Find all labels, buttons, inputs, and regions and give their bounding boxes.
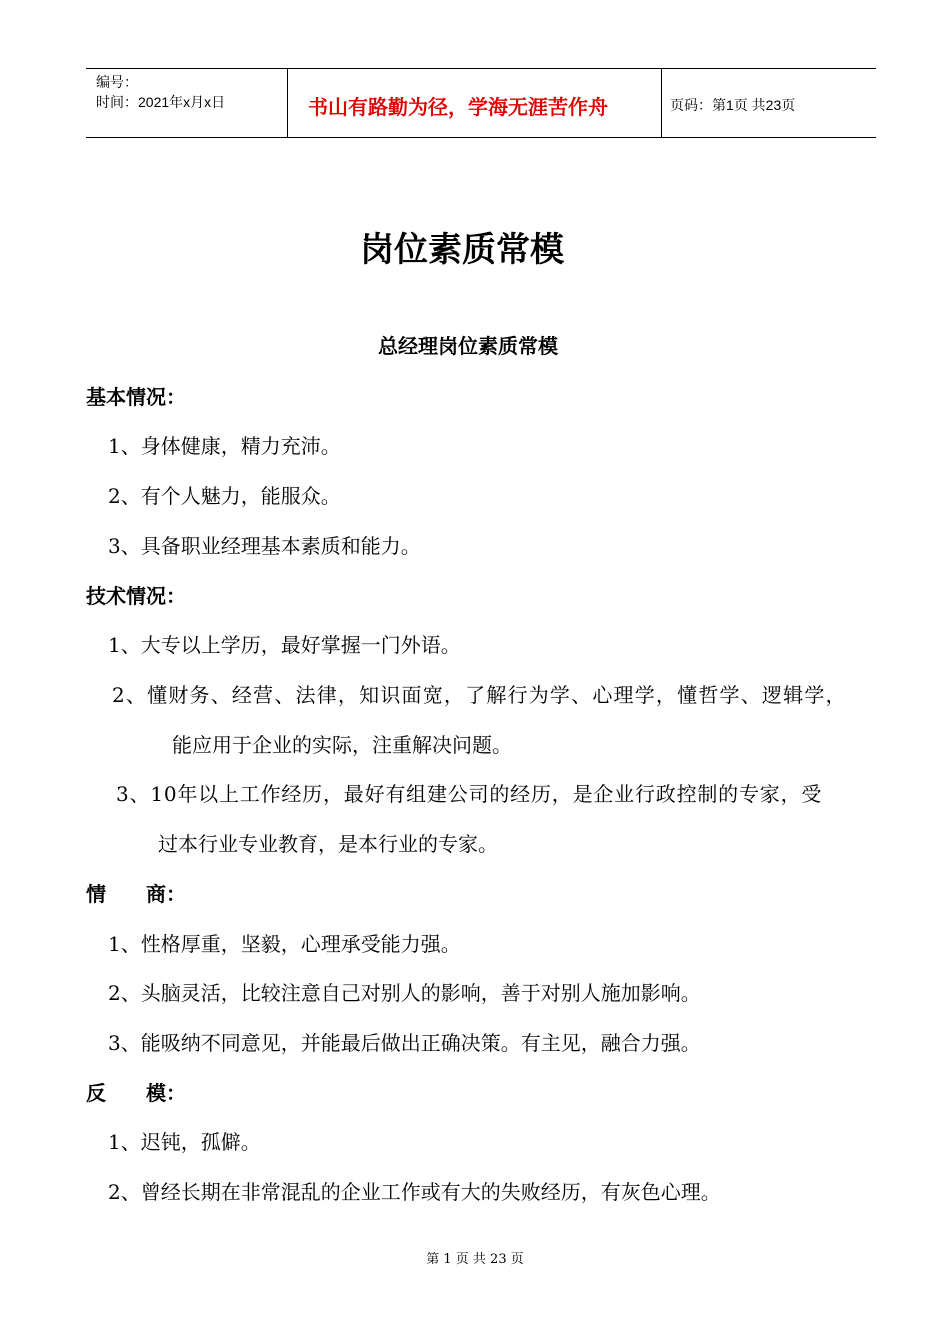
list-item: 1、性格厚重，坚毅，心理承受能力强。 (108, 932, 461, 956)
list-item: 1、身体健康，精力充沛。 (108, 434, 341, 458)
document-subtitle: 总经理岗位素质常模 (378, 334, 558, 358)
document-time-label: 时间：2021年x月x日 (96, 94, 226, 110)
list-item: 2、头脑灵活，比较注意自己对别人的影响，善于对别人施加影响。 (108, 981, 701, 1005)
section-heading-basic: 基本情况： (86, 385, 186, 409)
list-item: 3、10年以上工作经历，最好有组建公司的经历，是企业行政控制的专家，受 (116, 782, 823, 806)
header-page-number: 页码：第1页 共23页 (670, 97, 796, 113)
list-item: 1、迟钝，孤僻。 (108, 1130, 261, 1154)
list-item: 3、能吸纳不同意见，并能最后做出正确决策。有主见，融合力强。 (108, 1031, 701, 1055)
list-item-continuation: 能应用于企业的实际，注重解决问题。 (172, 733, 512, 757)
header-left-cell (86, 69, 287, 137)
section-heading-technical: 技术情况： (86, 584, 186, 608)
list-item: 2、曾经长期在非常混乱的企业工作或有大的失败经历，有灰色心理。 (108, 1180, 721, 1204)
section-heading-eq: 情 商： (86, 882, 186, 906)
page-header-table (86, 68, 876, 138)
list-item: 1、大专以上学历，最好掌握一门外语。 (108, 633, 461, 657)
list-item: 2、有个人魅力，能服众。 (108, 484, 341, 508)
header-right-cell (661, 69, 876, 137)
header-middle-cell (287, 69, 662, 137)
header-motto: 书山有路勤为径，学海无涯苦作舟 (308, 95, 608, 119)
section-heading-counter-model: 反 模： (86, 1081, 186, 1105)
list-item-continuation: 过本行业专业教育，是本行业的专家。 (158, 832, 498, 856)
list-item: 3、具备职业经理基本素质和能力。 (108, 534, 421, 558)
page-footer: 第 1 页 共 23 页 (426, 1252, 524, 1267)
document-number-label: 编号： (96, 74, 138, 90)
document-title: 岗位素质常模 (360, 230, 564, 270)
list-item: 2、懂财务、经营、法律，知识面宽，了解行为学、心理学，懂哲学、逻辑学， (112, 683, 847, 707)
